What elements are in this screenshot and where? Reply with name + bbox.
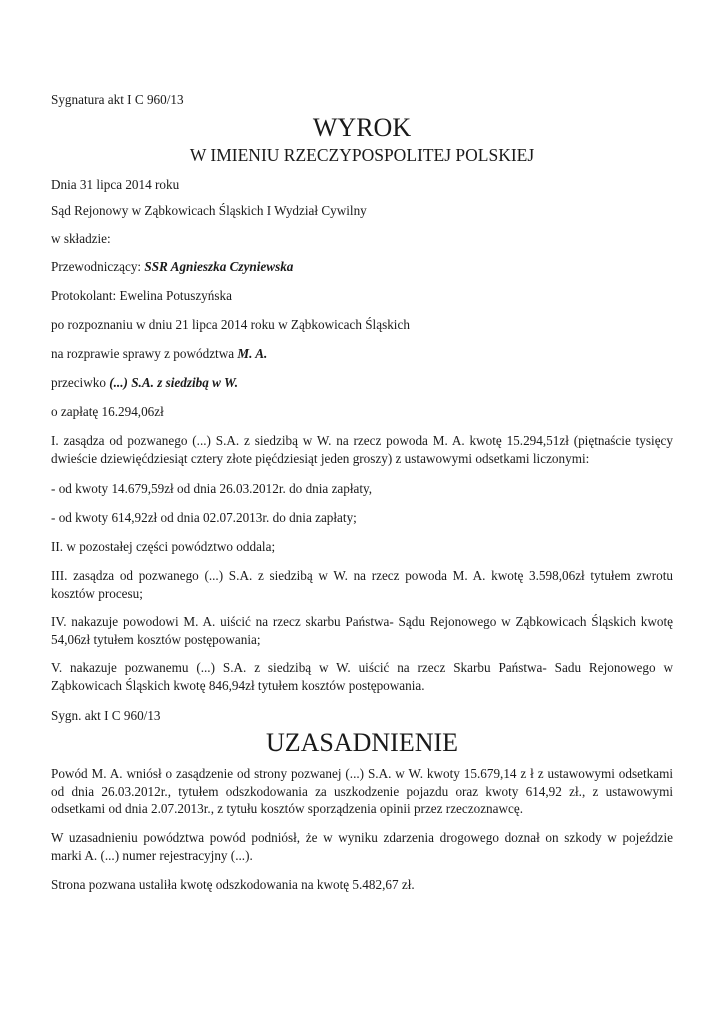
date-line: Dnia 31 lipca 2014 roku	[51, 177, 180, 192]
verdict-subtitle: W IMIENIU RZECZYPOSPOLITEJ POLSKIEJ	[189, 145, 535, 165]
court-line: Sąd Rejonowy w Ząbkowicach Śląskich I Wydział Cywilny	[51, 203, 367, 218]
chair-line	[51, 259, 293, 275]
clerk-line: Protokolant: Ewelina Potuszyńska	[51, 288, 232, 303]
verdict-point-5: V. nakazuje pozwanemu (...) S.A. z siedzibą w W. uiścić na rzecz Skarbu Państwa- Sadu Rejonowego w Ząbkowicach Śląskich kwotę 846,94zł tytułem kosztów postępowania.	[51, 660, 673, 693]
composition-label: w składzie:	[51, 231, 111, 246]
chair-name: SSR Agnieszka Czyniewska	[144, 259, 294, 274]
justification-paragraph-3: Strona pozwana ustaliła kwotę odszkodowania na kwotę 5.482,67 zł.	[51, 877, 415, 892]
hearing-line: po rozpoznaniu w dniu 21 lipca 2014 roku w Ząbkowicach Śląskich	[51, 317, 410, 332]
verdict-title: WYROK	[312, 113, 412, 142]
case-signature: Sygnatura akt I C 960/13	[51, 92, 184, 107]
verdict-point-3: III. zasądza od pozwanego (...) S.A. z siedzibą w W. na rzecz powoda M. A. kwotę 3.598,06zł tytułem zwrotu kosztów procesu;	[51, 568, 673, 601]
verdict-point-1: I. zasądza od pozwanego (...) S.A. z siedzibą w W. na rzecz powoda M. A. kwotę 15.294,51zł (piętnaście tysięcy dwieście dziewięćdziesiąt cztery złote pięćdziesiąt jeden groszy) z ustawowymi odsetkami liczonymi:	[51, 433, 673, 466]
justification-title: UZASADNIENIE	[265, 728, 459, 757]
against-line	[51, 375, 238, 391]
case-line	[51, 346, 267, 362]
interest-line-2: - od kwoty 614,92zł od dnia 02.07.2013r. do dnia zapłaty;	[51, 510, 357, 525]
interest-line-1: - od kwoty 14.679,59zł od dnia 26.03.2012r. do dnia zapłaty,	[51, 481, 373, 496]
plaintiff-name: M. A.	[237, 346, 268, 361]
justification-paragraph-1: Powód M. A. wniósł o zasądzenie od strony pozwanej (...) S.A. w W. kwoty 15.679,14 z ł z ustawowymi odsetkami od dnia 26.03.2012r., tytułem odszkodowania za uszkodzenie pojazdu oraz kwoty 614,92 zł., z ustawowymi odsetkami od dnia 2.07.2013r., z tytułu kosztów sporządzenia opinii przez rzeczoznawcę.	[51, 766, 673, 816]
against-prefix: przeciwko	[51, 375, 110, 390]
verdict-point-2: II. w pozostałej części powództwo oddala;	[51, 539, 276, 554]
case-prefix: na rozprawie sprawy z powództwa	[51, 346, 238, 361]
verdict-point-4: IV. nakazuje powodowi M. A. uiścić na rzecz skarbu Państwa- Sądu Rejonowego w Ząbkowicach Śląskich kwotę 54,06zł tytułem kosztów postępowania;	[51, 614, 673, 647]
justification-paragraph-2: W uzasadnieniu powództwa powód podniósł, że w wyniku zdarzenia drogowego doznał on szkody w pojeździe marki A. (...) numer rejestracyjny (...).	[51, 830, 673, 863]
claim-line: o zapłatę 16.294,06zł	[51, 404, 164, 419]
defendant-name: (...) S.A. z siedzibą w W.	[109, 375, 239, 390]
chair-label: Przewodniczący:	[51, 259, 145, 274]
justification-signature: Sygn. akt I C 960/13	[51, 708, 161, 723]
